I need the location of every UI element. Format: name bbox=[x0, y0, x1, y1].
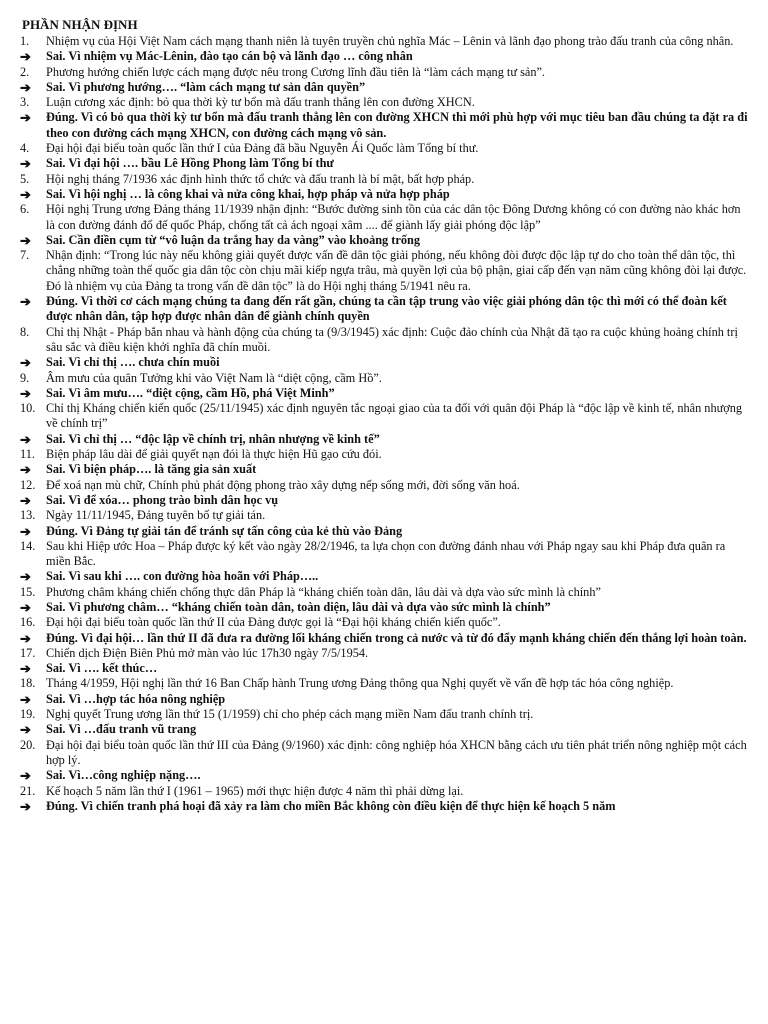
statement-text: Kế hoạch 5 năm lần thứ I (1961 – 1965) mới thực hiện được 4 năm thì phải dừng lại. bbox=[46, 783, 464, 798]
arrow-icon: ➔ bbox=[20, 232, 31, 248]
statement-number: 3. bbox=[20, 95, 30, 110]
answer-item bbox=[20, 187, 748, 202]
statement-text: Đại hội đại biểu toàn quốc lần thứ I của Đảng đã bầu Nguyễn Ái Quốc làm Tổng bí thư. bbox=[46, 141, 479, 156]
statement-text: Biện pháp lâu dài để giải quyết nạn đói là thực hiện Hũ gạo cứu đói. bbox=[46, 447, 382, 462]
answer-text: Đúng. Vì có bỏ qua thời kỳ tư bổn mà đấu tranh thẳng lên con đường XHCN thì mới phù hợp với mục tiêu ban đầu chúng ta đặt ra đi theo con đường cách mạng XHCN, con đường cách mạng vô sản. bbox=[46, 110, 748, 140]
answer-text: Sai. Vì phương châm… “kháng chiến toàn dân, toàn diện, lâu dài và dựa vào sức mình là chính” bbox=[46, 599, 551, 614]
answer-item bbox=[20, 524, 748, 539]
arrow-icon: ➔ bbox=[20, 462, 31, 478]
statement-item bbox=[20, 34, 748, 49]
statement-number: 6. bbox=[20, 202, 30, 217]
answer-item bbox=[20, 294, 748, 325]
arrow-icon: ➔ bbox=[20, 385, 31, 401]
statement-item bbox=[20, 478, 748, 493]
arrow-icon: ➔ bbox=[20, 492, 31, 508]
statement-text: Nhiệm vụ của Hội Việt Nam cách mạng thanh niên là tuyên truyền chủ nghĩa Mác – Lênin và lãnh đạo phong trào đấu tranh của công nhân. bbox=[46, 34, 734, 48]
statement-text: Chỉ thị Kháng chiến kiến quốc (25/11/1945) xác định nguyên tắc ngoại giao của ta đối với quân đội Pháp là “độc lập về kinh tế, nhân nhượng về chính trị” bbox=[46, 401, 743, 431]
answer-text: Sai. Vì chỉ thị …. chưa chín muồi bbox=[46, 355, 220, 370]
answer-item bbox=[20, 386, 748, 401]
statement-number: 19. bbox=[20, 707, 36, 722]
statement-number: 17. bbox=[20, 645, 36, 660]
statement-number: 16. bbox=[20, 615, 36, 630]
statement-number: 9. bbox=[20, 370, 30, 385]
answer-item bbox=[20, 110, 748, 141]
arrow-icon: ➔ bbox=[20, 599, 31, 615]
statement-text: Nghị quyết Trung ương lần thứ 15 (1/1959) chỉ cho phép cách mạng miền Nam đấu tranh chính trị. bbox=[46, 707, 534, 722]
statement-item bbox=[20, 65, 748, 80]
statement-text: Ngày 11/11/1945, Đảng tuyên bố tự giải tán. bbox=[46, 508, 266, 523]
statement-text: Tháng 4/1959, Hội nghị lần thứ 16 Ban Chấp hành Trung ương Đảng thông qua Nghị quyết về vấn đề hợp tác hóa công nghiệp. bbox=[46, 676, 674, 691]
statement-item bbox=[20, 784, 748, 799]
statement-text: Nhận định: “Trong lúc này nếu không giải quyết được vấn đề dân tộc giải phóng, nếu không đòi được độc lập tự do cho toàn thể dân tộc, thì chẳng những toàn thể quốc gia dân tộc còn chịu mãi kiếp ngựa trâu, mà quyền lợi của bộ phận, giai cấp đến vạn năm cũng không đòi lại được. Đó là nhiệm vụ của Đảng ta trong vấn đề dân tộc” là do Hội nghị tháng 5/1941 nêu ra. bbox=[46, 248, 747, 293]
answer-text: Sai. Vì hội nghị … là công khai và nửa công khai, hợp pháp và nửa hợp pháp bbox=[46, 186, 450, 201]
statement-number: 4. bbox=[20, 141, 30, 156]
arrow-icon: ➔ bbox=[20, 630, 31, 646]
answer-text: Sai. Vì để xóa… phong trào bình dân học vụ bbox=[46, 492, 279, 507]
answer-item bbox=[20, 692, 748, 707]
statement-number: 14. bbox=[20, 538, 36, 553]
answer-text: Sai. Vì phương hướng…. “làm cách mạng tư sản dân quyền” bbox=[46, 79, 366, 94]
statement-number: 15. bbox=[20, 584, 36, 599]
answer-text: Sai. Cần điền cụm từ “vô luận da trắng hay da vàng” vào khoảng trống bbox=[46, 232, 420, 247]
document-page bbox=[20, 16, 748, 814]
statement-item bbox=[20, 447, 748, 462]
statement-text: Chỉ thị Nhật - Pháp bắn nhau và hành động của chúng ta (9/3/1945) xác định: Cuộc đảo chính của Nhật đã tạo ra cuộc khủng hoảng chính trị sâu sắc và điều kiện khởi nghĩa đã chín muồi. bbox=[46, 324, 738, 354]
statement-text: Đại hội đại biểu toàn quốc lần thứ II của Đảng được gọi là “Đại hội kháng chiến kiến quốc”. bbox=[46, 615, 501, 630]
answer-item bbox=[20, 432, 748, 447]
arrow-icon: ➔ bbox=[20, 355, 31, 371]
statement-item bbox=[20, 707, 748, 722]
statement-text: Luận cương xác định: bỏ qua thời kỳ tư bổn mà đấu tranh thẳng lên con đường XHCN. bbox=[46, 95, 475, 110]
statement-number: 10. bbox=[20, 401, 36, 416]
statement-text: Phương hướng chiến lược cách mạng được nêu trong Cương lĩnh đầu tiên là “làm cách mạng tư sản”. bbox=[46, 64, 546, 79]
statement-item bbox=[20, 202, 748, 233]
statement-number: 8. bbox=[20, 324, 30, 339]
answer-item bbox=[20, 233, 748, 248]
answer-text: Đúng. Vì thời cơ cách mạng chúng ta đang đến rất gần, chúng ta cần tập trung vào việc giải phóng dân tộc thì mới có thể đoàn kết được nhân dân, tập hợp được nhân dân để giành chính quyền bbox=[46, 294, 727, 324]
statement-number: 20. bbox=[20, 737, 36, 752]
statement-number: 21. bbox=[20, 783, 36, 798]
statement-text: Để xoá nạn mù chữ, Chính phủ phát động phong trào xây dựng nếp sống mới, đời sống văn hoá. bbox=[46, 477, 520, 492]
answer-item bbox=[20, 768, 748, 783]
answer-text: Sai. Vì…công nghiệp nặng…. bbox=[46, 768, 201, 783]
answer-text: Sai. Vì biện pháp…. là tăng gia sản xuất bbox=[46, 462, 257, 477]
arrow-icon: ➔ bbox=[20, 49, 31, 65]
answer-item bbox=[20, 156, 748, 171]
statement-number: 13. bbox=[20, 508, 36, 523]
statement-item bbox=[20, 401, 748, 432]
statement-item bbox=[20, 141, 748, 156]
answer-item bbox=[20, 600, 748, 615]
answer-item bbox=[20, 355, 748, 370]
statement-item bbox=[20, 539, 748, 570]
statement-number: 11. bbox=[20, 447, 35, 462]
statement-text: Đại hội đại biểu toàn quốc lần thứ III của Đảng (9/1960) xác định: công nghiệp hóa XHCN bằng cách ưu tiên phát triển nông nghiệp một cách hợp lý. bbox=[46, 737, 747, 767]
answer-text: Sai. Vì …đấu tranh vũ trang bbox=[46, 722, 197, 737]
answer-item bbox=[20, 462, 748, 477]
statement-text: Hội nghị Trung ương Đảng tháng 11/1939 nhận định: “Bước đường sinh tồn của các dân tộc Đông Dương không có con đường nào khác hơn là con đường đánh đổ đế quốc Pháp, chống tất cả ách ngoại xâm .... để giành lấy giải phóng độc lập” bbox=[46, 202, 741, 232]
statement-item bbox=[20, 738, 748, 769]
answer-text: Sai. Vì sau khi …. con đường hòa hoãn với Pháp….. bbox=[46, 569, 319, 584]
answer-item bbox=[20, 722, 748, 737]
answer-item bbox=[20, 493, 748, 508]
arrow-icon: ➔ bbox=[20, 79, 31, 95]
answer-text: Sai. Vì âm mưu…. “diệt cộng, cầm Hồ, phá Việt Minh” bbox=[46, 385, 335, 400]
arrow-icon: ➔ bbox=[20, 523, 31, 539]
statement-item bbox=[20, 325, 748, 356]
arrow-icon: ➔ bbox=[20, 661, 31, 677]
statement-item bbox=[20, 585, 748, 600]
statement-item bbox=[20, 248, 748, 294]
statement-text: Âm mưu của quân Tưởng khi vào Việt Nam là “diệt cộng, cầm Hồ”. bbox=[46, 370, 382, 385]
answer-text: Đúng. Vì chiến tranh phá hoại đã xảy ra làm cho miền Bắc không còn điều kiện để thực hiện kế hoạch 5 năm bbox=[46, 798, 616, 813]
statement-text: Hội nghị tháng 7/1936 xác định hình thức tổ chức và đấu tranh là bí mật, bất hợp pháp. bbox=[46, 171, 475, 186]
statement-item bbox=[20, 371, 748, 386]
statement-item bbox=[20, 95, 748, 110]
statement-number: 7. bbox=[20, 248, 30, 263]
statement-number: 5. bbox=[20, 171, 30, 186]
arrow-icon: ➔ bbox=[20, 431, 31, 447]
arrow-icon: ➔ bbox=[20, 110, 31, 126]
arrow-icon: ➔ bbox=[20, 294, 31, 310]
answer-item bbox=[20, 799, 748, 814]
answer-item bbox=[20, 49, 748, 64]
arrow-icon: ➔ bbox=[20, 768, 31, 784]
arrow-icon: ➔ bbox=[20, 569, 31, 585]
statement-item bbox=[20, 615, 748, 630]
statement-item bbox=[20, 676, 748, 691]
arrow-icon: ➔ bbox=[20, 156, 31, 172]
statement-number: 1. bbox=[20, 34, 30, 48]
answer-text: Đúng. Vì Đảng tự giải tán để tránh sự tấn công của kẻ thù vào Đảng bbox=[46, 523, 403, 538]
answer-item bbox=[20, 80, 748, 95]
arrow-icon: ➔ bbox=[20, 691, 31, 707]
answer-item bbox=[20, 661, 748, 676]
answer-item bbox=[20, 631, 748, 646]
statement-number: 2. bbox=[20, 64, 30, 79]
arrow-icon: ➔ bbox=[20, 186, 31, 202]
statement-text: Phương châm kháng chiến chống thực dân Pháp là “kháng chiến toàn dân, lâu dài và dựa vào sức mình là chính” bbox=[46, 584, 601, 599]
statement-number: 12. bbox=[20, 477, 36, 492]
statement-number: 18. bbox=[20, 676, 36, 691]
statement-item bbox=[20, 172, 748, 187]
statement-item bbox=[20, 646, 748, 661]
answer-text: Sai. Vì …hợp tác hóa nông nghiệp bbox=[46, 691, 226, 706]
answer-text: Sai. Vì đại hội …. bầu Lê Hồng Phong làm Tổng bí thư bbox=[46, 156, 334, 171]
statement-list bbox=[20, 34, 748, 814]
statement-text: Sau khi Hiệp ước Hoa – Pháp được ký kết vào ngày 28/2/1946, ta lựa chọn con đường đánh nhau với Pháp ngay sau khi Pháp đưa quân ra miền Bắc. bbox=[46, 538, 726, 569]
answer-text: Sai. Vì nhiệm vụ Mác-Lênin, đào tạo cán bộ và lãnh đạo … công nhân bbox=[46, 49, 413, 64]
answer-text: Đúng. Vì đại hội… lần thứ II đã đưa ra đường lối kháng chiến trong cả nước và từ đó đẩy mạnh kháng chiến đến thắng lợi hoàn toàn. bbox=[46, 630, 747, 645]
statement-item bbox=[20, 508, 748, 523]
answer-text: Sai. Vì chỉ thị … “độc lập về chính trị, nhân nhượng về kinh tế” bbox=[46, 431, 380, 446]
arrow-icon: ➔ bbox=[20, 798, 31, 814]
answer-text: Sai. Vì …. kết thúc… bbox=[46, 661, 158, 676]
arrow-icon: ➔ bbox=[20, 722, 31, 738]
page-title: PHẦN NHẬN ĐỊNH bbox=[22, 17, 138, 32]
answer-item bbox=[20, 569, 748, 584]
statement-text: Chiến dịch Điện Biên Phủ mở màn vào lúc 17h30 ngày 7/5/1954. bbox=[46, 645, 369, 660]
